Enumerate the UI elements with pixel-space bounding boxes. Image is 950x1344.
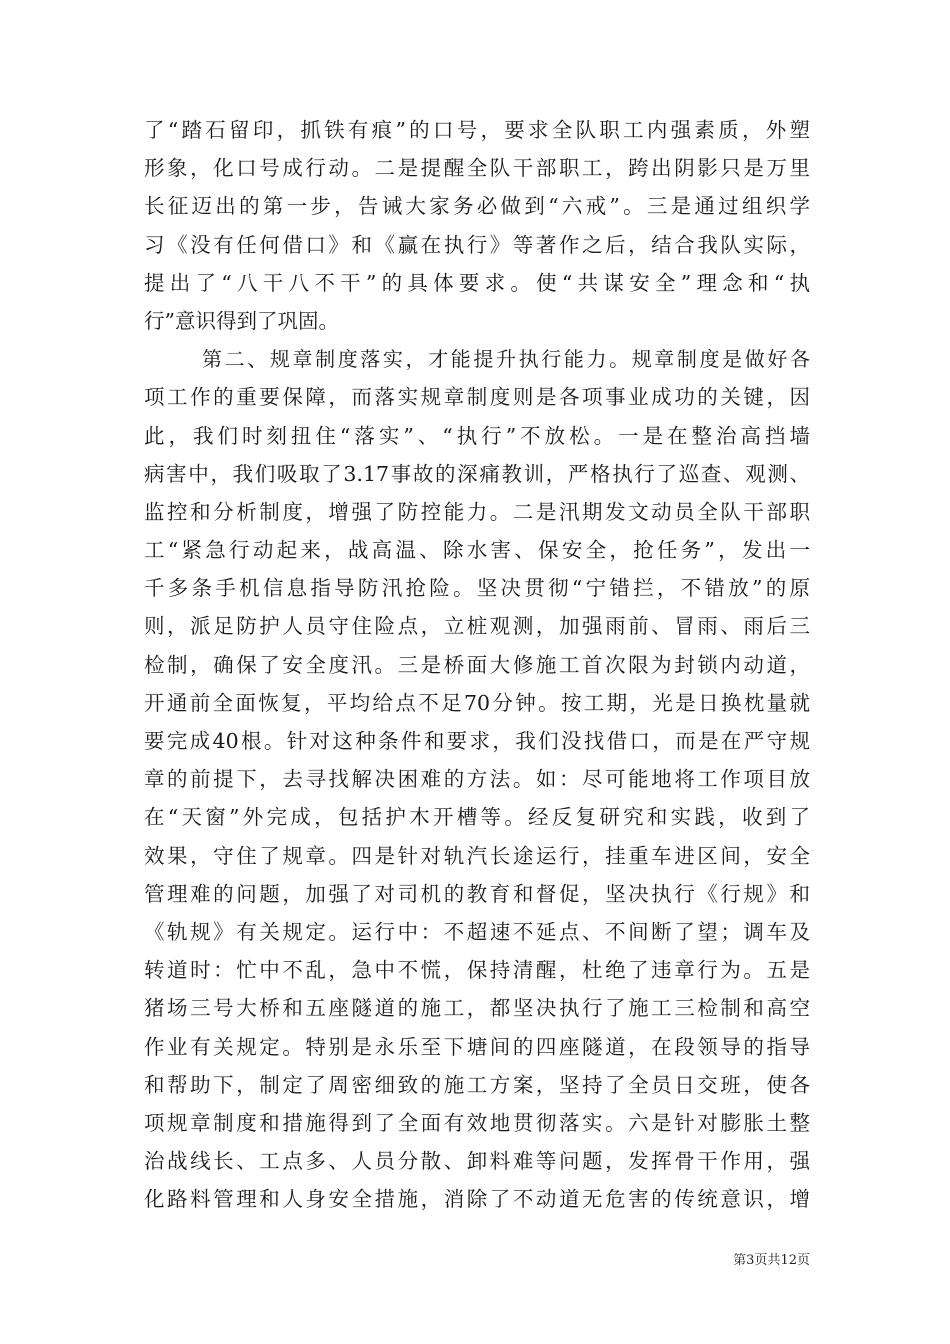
text-line: 在“天窗”外完成，包括护木开槽等。经反复研究和实践，收到了: [144, 805, 810, 830]
text-line: 项工作的重要保障，而落实规章制度则是各项事业成功的关键，因: [144, 385, 810, 410]
text-line: 效果，守住了规章。四是针对轨汽长途运行，挂重车进区间，安全: [144, 843, 810, 868]
text-line: 治战线长、工点多、人员分散、卸料难等问题，发挥骨干作用，强: [144, 1149, 810, 1174]
text-line: 和帮助下，制定了周密细致的施工方案，坚持了全员日交班，使各: [144, 1072, 810, 1097]
text-line: 化路料管理和人身安全措施，消除了不动道无危害的传统意识，增: [144, 1187, 810, 1212]
document-body: [144, 111, 810, 1218]
text-line: 转道时：忙中不乱，急中不慌，保持清醒，杜绝了违章行为。五是: [144, 958, 810, 983]
text-line: 要完成40根。针对这种条件和要求，我们没找借口，而是在严守规: [144, 729, 810, 753]
text-line: 《轨规》有关规定。运行中：不超速不延点、不间断了望；调车及: [144, 919, 810, 944]
text-line: 检制，确保了安全度汛。三是桥面大修施工首次限为封锁内动道，: [144, 652, 810, 677]
text-line: 猪场三号大桥和五座隧道的施工，都坚决执行了施工三检制和高空: [144, 996, 810, 1021]
text-line: 此，我们时刻扭住“落实”、“执行”不放松。一是在整治高挡墙: [144, 423, 810, 448]
text-line: 长征迈出的第一步，告诫大家务必做到“六戒”。三是通过组织学: [144, 194, 810, 219]
text-line: 病害中，我们吸取了3.17事故的深痛教训，严格执行了巡查、观测、: [144, 461, 810, 486]
text-line: 千多条手机信息指导防汛抢险。坚决贯彻“宁错拦，不错放”的原: [144, 576, 810, 601]
text-line: 提出了“八干八不干”的具体要求。使“共谋安全”理念和“执: [144, 270, 810, 295]
text-line: 行”意识得到了巩固。: [144, 308, 339, 333]
text-line: 习《没有任何借口》和《赢在执行》等著作之后，结合我队实际，: [144, 232, 810, 257]
text-line: 项规章制度和措施得到了全面有效地贯彻落实。六是针对膨胀土整: [144, 1110, 810, 1135]
text-line: 管理难的问题，加强了对司机的教育和督促，坚决执行《行规》和: [144, 881, 810, 906]
text-line: 开通前全面恢复，平均给点不足70分钟。按工期，光是日换枕量就: [144, 690, 810, 715]
text-line: 章的前提下，去寻找解决困难的方法。如：尽可能地将工作项目放: [144, 767, 810, 792]
text-line: 作业有关规定。特别是永乐至下塘间的四座隧道，在段领导的指导: [144, 1034, 810, 1059]
text-line: 了“踏石留印，抓铁有痕”的口号，要求全队职工内强素质，外塑: [144, 118, 810, 142]
paragraph-start-line: 第二、规章制度落实，才能提升执行能力。规章制度是做好各: [202, 347, 810, 372]
page-number: 第3页共12页: [733, 1253, 810, 1268]
text-line: 形象，化口号成行动。二是提醒全队干部职工，跨出阴影只是万里: [144, 156, 810, 181]
text-line: 工“紧急行动起来，战高温、除水害、保安全，抢任务”，发出一: [144, 538, 810, 563]
text-line: 监控和分析制度，增强了防控能力。二是汛期发文动员全队干部职: [144, 499, 810, 524]
text-line: 则，派足防护人员守住险点，立桩观测，加强雨前、冒雨、雨后三: [144, 614, 810, 639]
